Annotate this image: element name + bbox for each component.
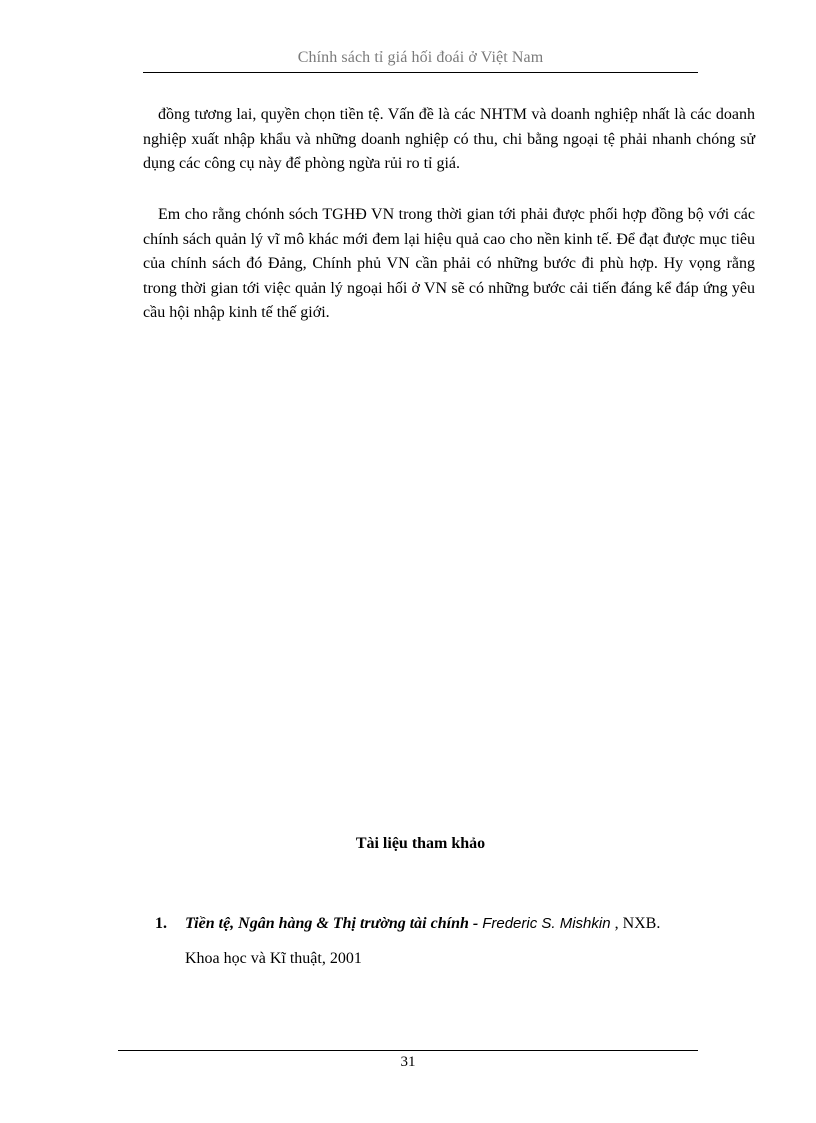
body-paragraph-1: đồng tương lai, quyền chọn tiền tệ. Vấn đề là các NHTM và doanh nghiệp nhất là các doanh nghiệp xuất nhập khẩu và những doanh nghiệp có thu, chi bằng ngoại tệ phải nhanh chóng sử dụng các công cụ này để phòng ngừa rủi ro tỉ giá. xyxy=(143,106,755,172)
footer-divider xyxy=(118,1050,698,1051)
reference-item-1 xyxy=(155,906,755,976)
body-paragraph-2: Em cho rằng chónh sóch TGHĐ VN trong thời gian tới phải được phối hợp đồng bộ với các chính sách quản lý vĩ mô khác mới đem lại hiệu quả cao cho nền kinh tế. Để đạt được mục tiêu của chính sách đó Đảng, Chính phủ VN cần phải có những bước đi phù hợp. Hy vọng rằng trong thời gian tới việc quản lý ngoại hối ở VN sẽ có những bước cải tiến đáng kể đáp ứng yêu cầu hội nhập kinh tế thế giới. xyxy=(143,206,755,321)
reference-publisher-start: , NXB. xyxy=(610,915,661,932)
reference-publisher-rest: Khoa học và Kĩ thuật, 2001 xyxy=(185,950,362,967)
page-header-title: Chính sách tỉ giá hối đoái ở Việt Nam xyxy=(297,49,544,66)
references-heading: Tài liệu tham khảo xyxy=(355,835,486,852)
page-number: 31 xyxy=(400,1054,416,1070)
reference-line-1 xyxy=(155,906,755,941)
reference-number: 1. xyxy=(155,915,167,932)
header-divider xyxy=(143,72,698,73)
reference-title: Tiền tệ, Ngân hàng & Thị trường tài chính xyxy=(185,915,469,932)
reference-author: Frederic S. Mishkin xyxy=(482,915,611,932)
reference-separator: - xyxy=(468,915,483,932)
